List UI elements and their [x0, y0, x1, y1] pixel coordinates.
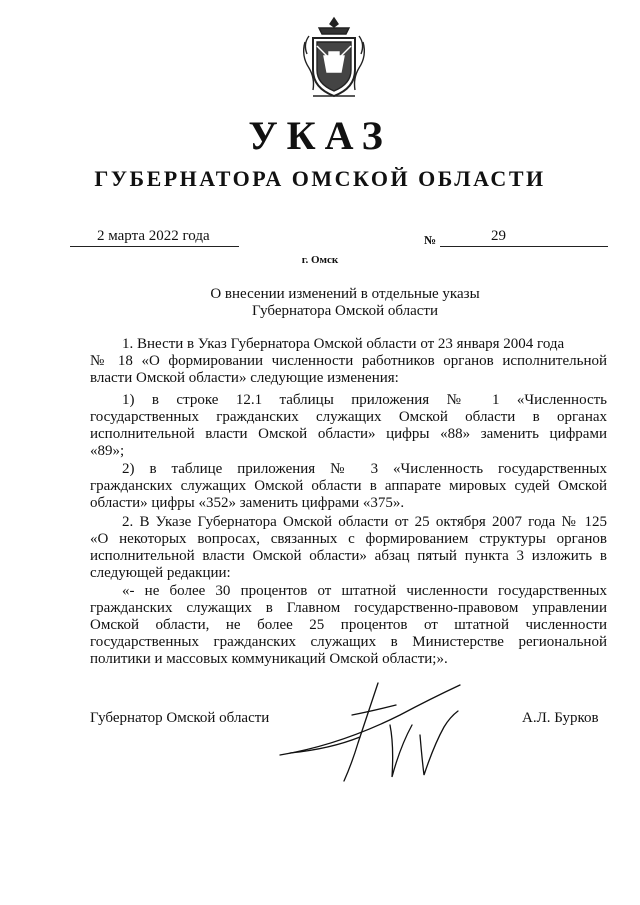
body-line: гражданских служащих в Главном государственно-правовом управлении: [90, 600, 607, 616]
number-sign: №: [424, 233, 437, 247]
body-line: исполнительной власти Омской области» цифры «88» заменить цифрами: [90, 426, 607, 442]
date-underline: [70, 246, 239, 247]
body-line: 1. Внести в Указ Губернатора Омской области от 23 января 2004 года: [122, 336, 565, 352]
body-line: 2) в таблице приложения № 3 «Численность государственных: [122, 461, 607, 477]
body-line: государственных гражданских служащих Омской области в органах: [90, 409, 607, 425]
body-line: 1) в строке 12.1 таблицы приложения № 1 «Численность: [122, 392, 607, 408]
body-line: власти Омской области» следующие изменения:: [90, 370, 399, 386]
body-line: 2. В Указе Губернатора Омской области от 25 октября 2007 года № 125: [122, 514, 607, 530]
body-line: Омской области, не более 25 процентов от штатной численности: [90, 617, 607, 633]
number-underline: [440, 246, 608, 247]
body-line: области» цифры «352» заменить цифрами «375».: [90, 495, 405, 511]
body-line: исполнительной власти Омской области» абзац пятый пункта 3 изложить в: [90, 548, 607, 564]
body-line: «- не более 30 процентов от штатной численности государственных: [122, 583, 607, 599]
body-line: «89»;: [90, 443, 125, 459]
body-line: государственных гражданских служащих в Министерстве региональной: [90, 634, 607, 650]
body-line: «О некоторых вопросах, связанных с формированием структуры органов: [90, 531, 607, 547]
decree-date: 2 марта 2022 года: [97, 228, 210, 244]
city-label: г. Омск: [301, 254, 339, 266]
subject-line: О внесении изменений в отдельные указы: [210, 286, 480, 302]
body-line: № 18 «О формировании численности работников органов исполнительной: [90, 353, 607, 369]
signatory-position: Губернатор Омской области: [90, 710, 270, 726]
coat-of-arms-icon: [299, 16, 369, 102]
handwritten-signature: [270, 675, 490, 790]
subject-line: Губернатора Омской области: [252, 303, 438, 319]
signatory-name: А.Л. Бурков: [522, 710, 599, 726]
body-line: гражданских служащих Омской области в аппарате мировых судей Омской: [90, 478, 607, 494]
document-subtitle: ГУБЕРНАТОРА ОМСКОЙ ОБЛАСТИ: [94, 166, 546, 191]
body-line: политики и массовых коммуникаций Омской области;».: [90, 651, 448, 667]
decree-number: 29: [491, 228, 506, 244]
body-line: следующей редакции:: [90, 565, 231, 581]
document-title: УКАЗ: [248, 113, 392, 158]
